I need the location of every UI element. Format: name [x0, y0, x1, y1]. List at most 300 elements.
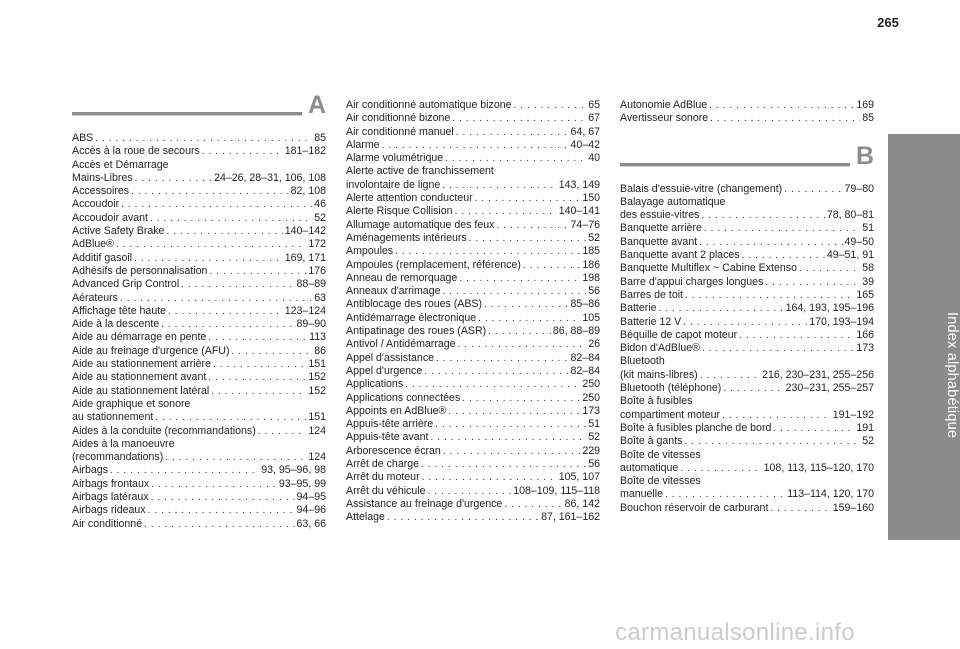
- index-entry-label: Barre d'appui charges longues: [620, 275, 764, 288]
- index-entry-pages: 40: [588, 152, 600, 165]
- index-entry: [72, 172, 326, 185]
- dot-leader: [455, 205, 557, 218]
- dot-leader: [430, 431, 586, 444]
- index-entry-pages: 46: [314, 198, 326, 211]
- index-entry-pages: 150: [582, 192, 600, 205]
- index-entry-pages: 86, 88–89: [552, 325, 600, 338]
- index-entry-label: Appuis-tête avant: [346, 431, 429, 444]
- page-number: 265: [877, 15, 899, 30]
- index-entry-label: Adhésifs de personnalisation: [72, 264, 208, 277]
- dot-leader: [702, 342, 854, 355]
- index-entry: [346, 378, 600, 391]
- index-entry-label: Advanced Grip Control: [72, 278, 180, 291]
- index-entry-pages: 229: [582, 444, 600, 457]
- dot-leader: [211, 385, 306, 398]
- dot-leader: [443, 445, 581, 458]
- dot-leader: [168, 305, 283, 318]
- index-entry-pages: 52: [588, 431, 600, 444]
- index-entry-label: Appel d'urgence: [346, 364, 423, 377]
- index-entry: [72, 491, 326, 504]
- index-entry-pages: 82–84: [570, 351, 600, 364]
- dot-leader: [478, 312, 580, 325]
- index-entry-heading: Boîte de vitesses: [620, 448, 701, 461]
- index-entry-heading: Aides à la manoeuvre: [72, 437, 175, 450]
- index-entry-label: Accessoires: [72, 185, 130, 198]
- index-entry-label: Banquette arrière: [620, 222, 702, 235]
- index-entry: [620, 409, 874, 422]
- section-header-b: [620, 141, 874, 183]
- index-entry-pages: 40–42: [570, 138, 600, 151]
- index-entry: [346, 365, 600, 378]
- dot-leader: [436, 352, 569, 365]
- index-list: [346, 99, 600, 525]
- dot-leader: [405, 378, 580, 391]
- index-entry: [72, 358, 326, 371]
- dot-leader: [523, 259, 580, 272]
- index-entry: [72, 252, 326, 265]
- index-entry-label: Batterie: [620, 302, 657, 315]
- index-entry-label: au stationnement: [72, 411, 154, 424]
- index-entry: [620, 262, 874, 275]
- dot-leader: [435, 418, 586, 431]
- index-entry-pages: 52: [314, 211, 326, 224]
- index-entry-pages: 67: [588, 112, 600, 125]
- index-entry-pages: 151: [308, 411, 326, 424]
- index-list: [72, 132, 326, 531]
- index-entry-label: Aide au stationnement latéral: [72, 384, 210, 397]
- section-rule: [72, 112, 302, 116]
- index-entry-pages: 166: [856, 328, 874, 341]
- index-entry-pages: 123–124: [284, 304, 326, 317]
- index-entry-pages: 58: [862, 262, 874, 275]
- index-entry-label: Accès à la roue de secours: [72, 145, 200, 158]
- dot-leader: [704, 222, 860, 235]
- dot-leader: [452, 112, 586, 125]
- index-entry-pages: 56: [588, 458, 600, 471]
- index-entry-label: Air conditionné manuel: [346, 125, 454, 138]
- dot-leader: [722, 409, 831, 422]
- index-entry-label: Additif gasoil: [72, 251, 133, 264]
- dot-leader: [165, 451, 306, 464]
- index-entry: [346, 259, 600, 272]
- index-entry: [72, 504, 326, 517]
- index-entry-label: Bouchon réservoir de carburant: [620, 501, 769, 514]
- index-entry-pages: 93–95, 99: [278, 477, 326, 490]
- index-entry-heading: Balayage automatique: [620, 195, 726, 208]
- dot-leader: [151, 491, 295, 504]
- index-entry: [346, 312, 600, 325]
- dot-leader: [428, 485, 512, 498]
- index-entry-label: Aides à la conduite (recommandations): [72, 424, 256, 437]
- index-entry: [620, 112, 874, 125]
- index-entry-label: Alerte Risque Collision: [346, 205, 453, 218]
- dot-leader: [684, 435, 860, 448]
- index-entry: [620, 276, 874, 289]
- dot-leader: [685, 289, 854, 302]
- index-entry: [620, 249, 874, 262]
- index-entry-label: (recommandations): [72, 451, 164, 464]
- sidebar-tab: [888, 134, 960, 540]
- index-entry-label: Batterie 12 V: [620, 315, 682, 328]
- dot-leader: [683, 316, 807, 329]
- index-entry-pages: 51: [862, 222, 874, 235]
- index-entry-label: Applications connectées: [346, 391, 461, 404]
- index-entry-label: Antidémarrage électronique: [346, 311, 477, 324]
- index-entry-pages: 52: [588, 231, 600, 244]
- index-entry-label: Boîte à fusibles planche de bord: [620, 421, 772, 434]
- index-entry: [620, 488, 874, 501]
- dot-leader: [459, 272, 580, 285]
- index-list: [620, 183, 874, 515]
- index-entry: [346, 179, 600, 192]
- index-entry-pages: 181–182: [284, 145, 326, 158]
- index-entry: [620, 382, 874, 395]
- dot-leader: [742, 249, 825, 262]
- dot-leader: [181, 278, 294, 291]
- index-entry: [72, 345, 326, 358]
- index-entry: [346, 392, 600, 405]
- index-entry-pages: 94–95: [296, 491, 326, 504]
- index-entry-pages: 39: [862, 275, 874, 288]
- dot-leader: [699, 236, 842, 249]
- dot-leader: [710, 112, 860, 125]
- index-entry-pages: 151: [308, 358, 326, 371]
- index-entry-pages: 24–26, 28–31, 106, 108: [214, 171, 326, 184]
- index-entry-pages: 65: [588, 99, 600, 111]
- index-entry-label: involontaire de ligne: [346, 178, 441, 191]
- dot-leader: [208, 371, 306, 384]
- index-entry-label: Aménagements intérieurs: [346, 231, 467, 244]
- index-entry-pages: 82, 108: [290, 185, 326, 198]
- index-entry-pages: 250: [582, 378, 600, 391]
- dot-leader: [680, 462, 761, 475]
- index-entry-pages: 165: [856, 288, 874, 301]
- index-entry-pages: 105: [582, 311, 600, 324]
- index-entry-pages: 186: [582, 258, 600, 271]
- index-entry-label: Active Safety Brake: [72, 225, 165, 238]
- index-entry-label: Barres de toit: [620, 288, 684, 301]
- index-entry: [620, 435, 874, 448]
- index-entry: [72, 411, 326, 424]
- index-entry-heading: Alerte active de franchissement: [346, 165, 494, 178]
- dot-leader: [475, 192, 581, 205]
- dot-leader: [458, 338, 587, 351]
- index-entry-label: ABS: [72, 132, 94, 144]
- index-entry-pages: 108–109, 115–118: [513, 484, 600, 497]
- index-entry: [346, 245, 600, 258]
- index-entry-label: des essuie-vitres: [620, 209, 700, 222]
- index-entry: [620, 183, 874, 196]
- index-entry: [346, 232, 600, 245]
- dot-leader: [209, 265, 306, 278]
- dot-leader: [504, 498, 562, 511]
- dot-leader: [135, 172, 212, 185]
- index-entry-label: Accoudoir: [72, 198, 120, 211]
- index-entry-label: Air conditionné: [72, 517, 143, 530]
- index-entry: [72, 464, 326, 477]
- index-entry: [72, 198, 326, 211]
- index-entry-pages: 63, 66: [296, 517, 326, 530]
- dot-leader: [723, 382, 783, 395]
- index-entry-label: Béquille de capot moteur: [620, 328, 738, 341]
- dot-leader: [442, 285, 586, 298]
- dot-leader: [95, 132, 312, 145]
- index-entry-pages: 78, 80–81: [826, 209, 874, 222]
- dot-leader: [799, 262, 860, 275]
- section-header-a: [72, 91, 326, 132]
- index-entry-pages: 152: [308, 371, 326, 384]
- index-entry: [620, 316, 874, 329]
- dot-leader: [161, 318, 294, 331]
- index-entry-pages: 159–160: [832, 501, 874, 514]
- index-entry-label: Aide au stationnement arrière: [72, 358, 211, 371]
- index-entry-pages: 170, 193–194: [809, 315, 874, 328]
- index-entry: [72, 265, 326, 278]
- index-entry: [620, 462, 874, 475]
- dot-leader: [116, 238, 306, 251]
- index-entry-pages: 113–114, 120, 170: [787, 488, 874, 501]
- index-entry-pages: 85: [862, 112, 874, 125]
- index-entry-pages: 63: [314, 291, 326, 304]
- index-entry-label: Airbags: [72, 464, 108, 477]
- index-entry-pages: 176: [308, 264, 326, 277]
- index-entry-label: Autonomie AdBlue: [620, 99, 708, 111]
- dot-leader: [120, 292, 312, 305]
- dot-leader: [448, 405, 580, 418]
- dot-leader: [739, 329, 854, 342]
- index-entry-label: Banquette Multiflex ~ Cabine Extenso: [620, 262, 797, 275]
- index-entry-heading: Aide graphique et sonore: [72, 397, 191, 410]
- index-entry: [620, 302, 874, 315]
- index-entry-pages: 93, 95–96, 98: [261, 464, 326, 477]
- index-entry-pages: 173: [856, 342, 874, 355]
- index-entry: [346, 325, 600, 338]
- index-entry-pages: 87, 161–162: [541, 511, 600, 524]
- dot-leader: [665, 488, 785, 501]
- index-entry-pages: 124: [308, 451, 326, 464]
- index-entry-label: Ampoules: [346, 245, 394, 258]
- index-entry: [346, 126, 600, 139]
- watermark: carmanualsonline.info: [615, 619, 855, 646]
- dot-leader: [484, 298, 569, 311]
- index-entry-label: Bidon d'AdBlue®: [620, 342, 700, 355]
- index-entry: [620, 222, 874, 235]
- index-entry-pages: 143, 149: [558, 178, 600, 191]
- index-column-2: [346, 99, 600, 525]
- index-entry-pages: 49–50: [844, 235, 874, 248]
- dot-leader: [155, 411, 306, 424]
- index-entry-pages: 140–141: [558, 205, 600, 218]
- dot-leader: [462, 392, 580, 405]
- index-entry-label: Air conditionné automatique bizone: [346, 99, 512, 111]
- dot-leader: [148, 504, 295, 517]
- dot-leader: [514, 99, 587, 112]
- index-entry-heading: Accès et Démarrage: [72, 158, 169, 171]
- index-entry: [620, 209, 874, 222]
- index-entry: [620, 99, 874, 112]
- dot-leader: [202, 145, 283, 158]
- dot-leader: [488, 325, 551, 338]
- dot-leader: [442, 179, 557, 192]
- index-entry-label: Alarme volumétrique: [346, 152, 444, 165]
- section-rule: [620, 163, 850, 167]
- index-entry: [346, 431, 600, 444]
- dot-leader: [456, 126, 569, 139]
- index-entry: [346, 272, 600, 285]
- dot-leader: [421, 458, 586, 471]
- index-entry-label: Antipatinage des roues (ASR): [346, 325, 487, 338]
- index-entry-label: Arrêt du moteur: [346, 471, 420, 484]
- index-entry-pages: 26: [588, 338, 600, 351]
- index-entry: [346, 338, 600, 351]
- index-entry: [620, 289, 874, 302]
- index-entry: [72, 425, 326, 438]
- dot-leader: [424, 365, 568, 378]
- dot-leader: [445, 152, 586, 165]
- dot-leader: [150, 212, 312, 225]
- index-entry: [346, 352, 600, 365]
- index-entry-label: Attelage: [346, 511, 385, 524]
- index-entry-pages: 230–231, 255–257: [785, 382, 874, 395]
- index-entry-label: Affichage tête haute: [72, 304, 167, 317]
- index-entry-pages: 169: [856, 99, 874, 111]
- index-entry-label: Applications: [346, 378, 404, 391]
- index-entry-label: Airbags frontaux: [72, 477, 150, 490]
- index-entry-pages: 191: [856, 421, 874, 434]
- index-entry-label: manuelle: [620, 488, 663, 501]
- index-entry-label: Ampoules (remplacement, référence): [346, 258, 521, 271]
- index-entry-label: Aide au stationnement avant: [72, 371, 207, 384]
- index-entry-label: Airbags rideaux: [72, 504, 146, 517]
- index-entry-pages: 198: [582, 271, 600, 284]
- index-entry-pages: 64, 67: [570, 125, 600, 138]
- dot-leader: [166, 225, 282, 238]
- index-entry: [72, 145, 326, 158]
- dot-leader: [131, 185, 289, 198]
- dot-leader: [151, 478, 277, 491]
- index-entry-pages: 52: [862, 435, 874, 448]
- index-entry: [620, 236, 874, 249]
- index-entry-label: Air conditionné bizone: [346, 112, 451, 125]
- dot-leader: [387, 511, 539, 524]
- index-entry: [72, 238, 326, 251]
- dot-leader: [496, 219, 568, 232]
- index-entry-label: Banquette avant: [620, 235, 698, 248]
- index-entry-pages: 152: [308, 384, 326, 397]
- dot-leader: [208, 331, 307, 344]
- index-entry: [346, 152, 600, 165]
- index-entry-label: Arrêt du véhicule: [346, 484, 426, 497]
- index-entry: [346, 205, 600, 218]
- index-entry-pages: 86, 142: [564, 497, 600, 510]
- index-entry: [72, 212, 326, 225]
- index-entry: [72, 385, 326, 398]
- index-entry-label: Mains-Libres: [72, 171, 133, 184]
- index-entry: [346, 99, 600, 112]
- dot-leader: [770, 502, 830, 515]
- index-entry: [72, 305, 326, 318]
- index-entry-pages: 49–51, 91: [826, 249, 874, 262]
- dot-leader: [110, 464, 259, 477]
- index-entry-label: Assistance au freinage d'urgence: [346, 497, 503, 510]
- index-entry: [72, 278, 326, 291]
- index-entry-pages: 51: [588, 418, 600, 431]
- index-entry-pages: 86: [314, 344, 326, 357]
- index-entry-label: Antivol / Antidémarrage: [346, 338, 456, 351]
- dot-leader: [784, 183, 842, 196]
- index-entry: [72, 371, 326, 384]
- index-entry: [72, 292, 326, 305]
- sidebar-label: Index alphabétique: [944, 312, 960, 439]
- index-entry: [346, 485, 600, 498]
- index-entry-pages: 85: [314, 132, 326, 144]
- index-entry: [346, 139, 600, 152]
- index-entry-heading: Boîte de vitesses: [620, 475, 701, 488]
- index-entry: [346, 445, 600, 458]
- index-entry: [346, 219, 600, 232]
- index-entry-pages: 191–192: [832, 408, 874, 421]
- index-entry: [346, 418, 600, 431]
- index-entry-label: Aide au démarrage en pente: [72, 331, 207, 344]
- index-entry-label: Appuis-tête arrière: [346, 418, 434, 431]
- index-entry-label: Anneaux d'arrimage: [346, 285, 441, 298]
- index-entry-label: Arrêt de charge: [346, 458, 420, 471]
- dot-leader: [765, 276, 860, 289]
- dot-leader: [258, 425, 307, 438]
- index-entry-label: Aérateurs: [72, 291, 118, 304]
- index-entry: [346, 298, 600, 311]
- index-entry: [72, 318, 326, 331]
- index-entry-label: Antiblocage des roues (ABS): [346, 298, 483, 311]
- index-entry-label: AdBlue®: [72, 238, 114, 251]
- index-list: [620, 99, 874, 126]
- index-entry-label: Appel d'assistance: [346, 351, 435, 364]
- index-entry-label: Accoudoir avant: [72, 211, 148, 224]
- dot-leader: [773, 422, 854, 435]
- index-entry-pages: 140–142: [284, 225, 326, 238]
- index-entry-pages: 185: [582, 245, 600, 258]
- section-letter: A: [307, 91, 326, 119]
- index-entry-label: (kit mains-libres): [620, 368, 698, 381]
- index-entry-label: Allumage automatique des feux: [346, 218, 495, 231]
- index-entry: [620, 502, 874, 515]
- index-entry-pages: 79–80: [844, 182, 874, 195]
- dot-leader: [709, 99, 854, 112]
- index-entry-pages: 94–96: [296, 504, 326, 517]
- section-letter: B: [855, 141, 874, 170]
- dot-leader: [422, 471, 557, 484]
- index-entry: [620, 369, 874, 382]
- dot-leader: [700, 369, 760, 382]
- index-entry: [346, 405, 600, 418]
- index-entry: [346, 285, 600, 298]
- dot-leader: [395, 245, 580, 258]
- index-entry-pages: 82–84: [570, 364, 600, 377]
- index-entry-heading: Boîte à fusibles: [620, 395, 693, 408]
- index-entry: [72, 478, 326, 491]
- index-entry: [620, 329, 874, 342]
- dot-leader: [701, 209, 824, 222]
- dot-leader: [144, 518, 294, 531]
- index-entry: [346, 458, 600, 471]
- index-entry-label: Aide au freinage d'urgence (AFU): [72, 344, 230, 357]
- dot-leader: [659, 302, 784, 315]
- index-entry: [72, 331, 326, 344]
- dot-leader: [121, 198, 312, 211]
- index-entry-pages: 85–86: [570, 298, 600, 311]
- index-entry-pages: 89–90: [296, 318, 326, 331]
- dot-leader: [231, 345, 312, 358]
